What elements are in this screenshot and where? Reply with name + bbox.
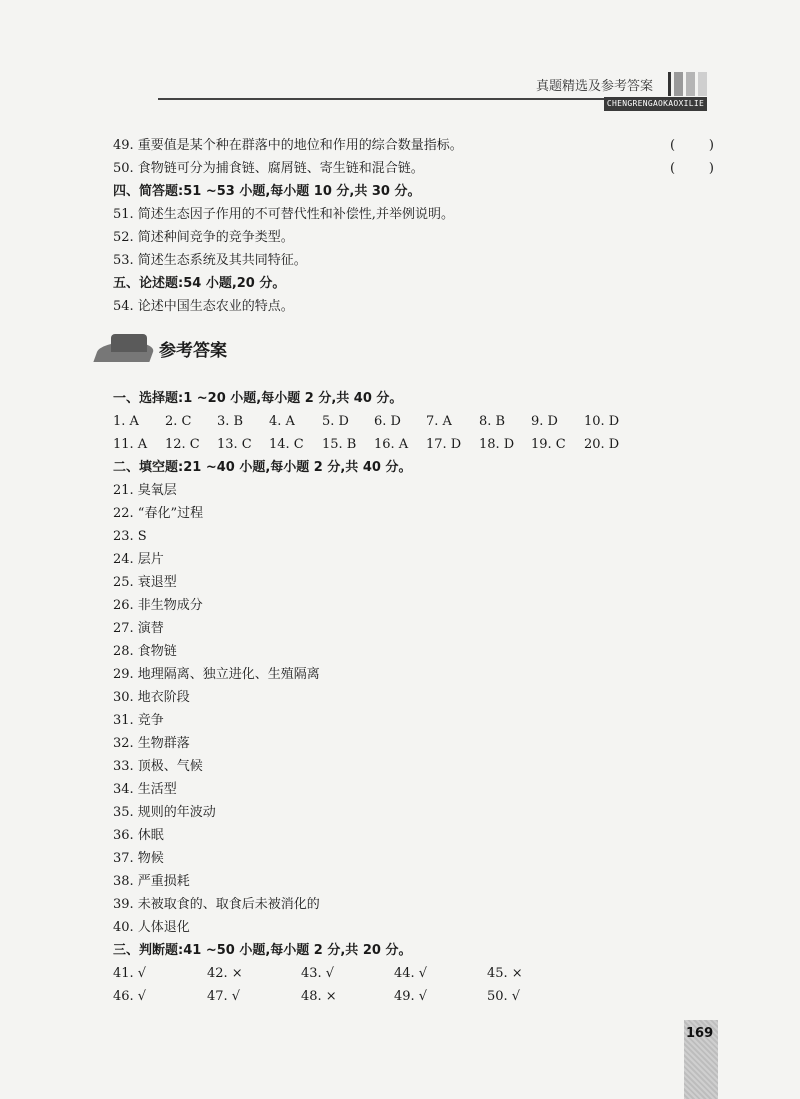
choice-answer: 13. C [217, 437, 252, 452]
fill-answer: 23. S [113, 529, 147, 544]
question-section-header [113, 272, 723, 295]
question-item [113, 157, 723, 180]
fill-answer: 30. 地衣阶段 [113, 690, 190, 705]
choice-answer: 18. D [479, 437, 515, 452]
choice-answer: 16. A [374, 437, 409, 452]
question-text: 52. 简述种间竞争的竞争类型。 [113, 230, 294, 245]
choice-answer: 11. A [113, 437, 148, 452]
answer-section-heading [97, 330, 267, 364]
fill-answer: 29. 地理隔离、独立进化、生殖隔离 [113, 667, 320, 682]
answer-blank: ( ) [670, 161, 714, 176]
choice-answer: 9. D [531, 414, 558, 429]
reading-figure-icon [111, 334, 147, 352]
choice-answer: 20. D [584, 437, 620, 452]
question-text: 49. 重要值是某个种在群落中的地位和作用的综合数量指标。 [113, 138, 463, 153]
fill-answer: 31. 竞争 [113, 713, 164, 728]
tf-answer: 44. √ [394, 966, 428, 981]
question-text: 54. 论述中国生态农业的特点。 [113, 299, 294, 314]
fill-answer: 25. 衰退型 [113, 575, 177, 590]
choice-answer: 4. A [269, 414, 295, 429]
tf-answer: 42. × [207, 966, 243, 981]
tf-answer: 49. √ [394, 989, 428, 1004]
question-list [113, 134, 723, 318]
question-text: 50. 食物链可分为捕食链、腐屑链、寄生链和混合链。 [113, 161, 424, 176]
fill-header: 二、填空题:21 ~40 小题,每小题 2 分,共 40 分。 [113, 460, 412, 475]
fill-answer: 28. 食物链 [113, 644, 177, 659]
tf-answers-row [113, 962, 723, 985]
question-item [113, 226, 723, 249]
question-item [113, 249, 723, 272]
tf-answer: 47. √ [207, 989, 241, 1004]
fill-answer: 34. 生活型 [113, 782, 177, 797]
choice-answers-row [113, 433, 723, 456]
choice-answer: 10. D [584, 414, 620, 429]
choice-answer: 17. D [426, 437, 462, 452]
header-decoration [668, 72, 707, 96]
fill-answer: 36. 休眠 [113, 828, 164, 843]
choice-answer: 5. D [322, 414, 349, 429]
tf-answer: 41. √ [113, 966, 147, 981]
question-text: 53. 简述生态系统及其共同特征。 [113, 253, 307, 268]
choice-answer: 2. C [165, 414, 192, 429]
tf-answer: 43. √ [301, 966, 335, 981]
fill-answers [113, 479, 723, 939]
tf-answer: 46. √ [113, 989, 147, 1004]
answer-section-title: 参考答案 [159, 341, 227, 361]
choice-answer: 8. B [479, 414, 506, 429]
fill-answer: 40. 人体退化 [113, 920, 190, 935]
question-text: 五、论述题:54 小题,20 分。 [113, 276, 286, 291]
fill-answer: 21. 臭氧层 [113, 483, 177, 498]
tf-header: 三、判断题:41 ~50 小题,每小题 2 分,共 20 分。 [113, 943, 412, 958]
answer-list [113, 387, 723, 1008]
question-text: 四、简答题:51 ~53 小题,每小题 10 分,共 30 分。 [113, 184, 421, 199]
fill-answer: 22. “春化”过程 [113, 506, 204, 521]
answer-blank: ( ) [670, 138, 714, 153]
tf-answer: 50. √ [487, 989, 521, 1004]
tf-answer: 45. × [487, 966, 523, 981]
choice-answer: 19. C [531, 437, 566, 452]
fill-answer: 26. 非生物成分 [113, 598, 203, 613]
question-section-header [113, 180, 723, 203]
fill-answer: 33. 顶极、气候 [113, 759, 203, 774]
fill-answer: 38. 严重损耗 [113, 874, 190, 889]
fill-answer: 37. 物候 [113, 851, 164, 866]
choice-answer: 14. C [269, 437, 304, 452]
choice-answer: 12. C [165, 437, 200, 452]
choice-answer: 6. D [374, 414, 401, 429]
choice-answer: 7. A [426, 414, 452, 429]
choice-answer: 15. B [322, 437, 357, 452]
question-item [113, 134, 723, 157]
fill-answer: 24. 层片 [113, 552, 164, 567]
question-item [113, 203, 723, 226]
tf-answers-row [113, 985, 723, 1008]
tf-answer: 48. × [301, 989, 337, 1004]
choice-answers-row [113, 410, 723, 433]
choice-header: 一、选择题:1 ~20 小题,每小题 2 分,共 40 分。 [113, 391, 403, 406]
header-title: 真题精选及参考答案 [536, 79, 654, 94]
page-number: 169 [686, 1026, 714, 1041]
header-rule [158, 98, 666, 100]
fill-answer: 27. 演替 [113, 621, 164, 636]
fill-answer: 35. 规则的年波动 [113, 805, 216, 820]
fill-answer: 32. 生物群落 [113, 736, 190, 751]
question-text: 51. 简述生态因子作用的不可替代性和补偿性,并举例说明。 [113, 207, 454, 222]
choice-answer: 1. A [113, 414, 139, 429]
question-item [113, 295, 723, 318]
choice-answer: 3. B [217, 414, 244, 429]
header-subtitle: CHENGRENGAOKAOXILIE [604, 97, 707, 111]
fill-answer: 39. 未被取食的、取食后未被消化的 [113, 897, 320, 912]
